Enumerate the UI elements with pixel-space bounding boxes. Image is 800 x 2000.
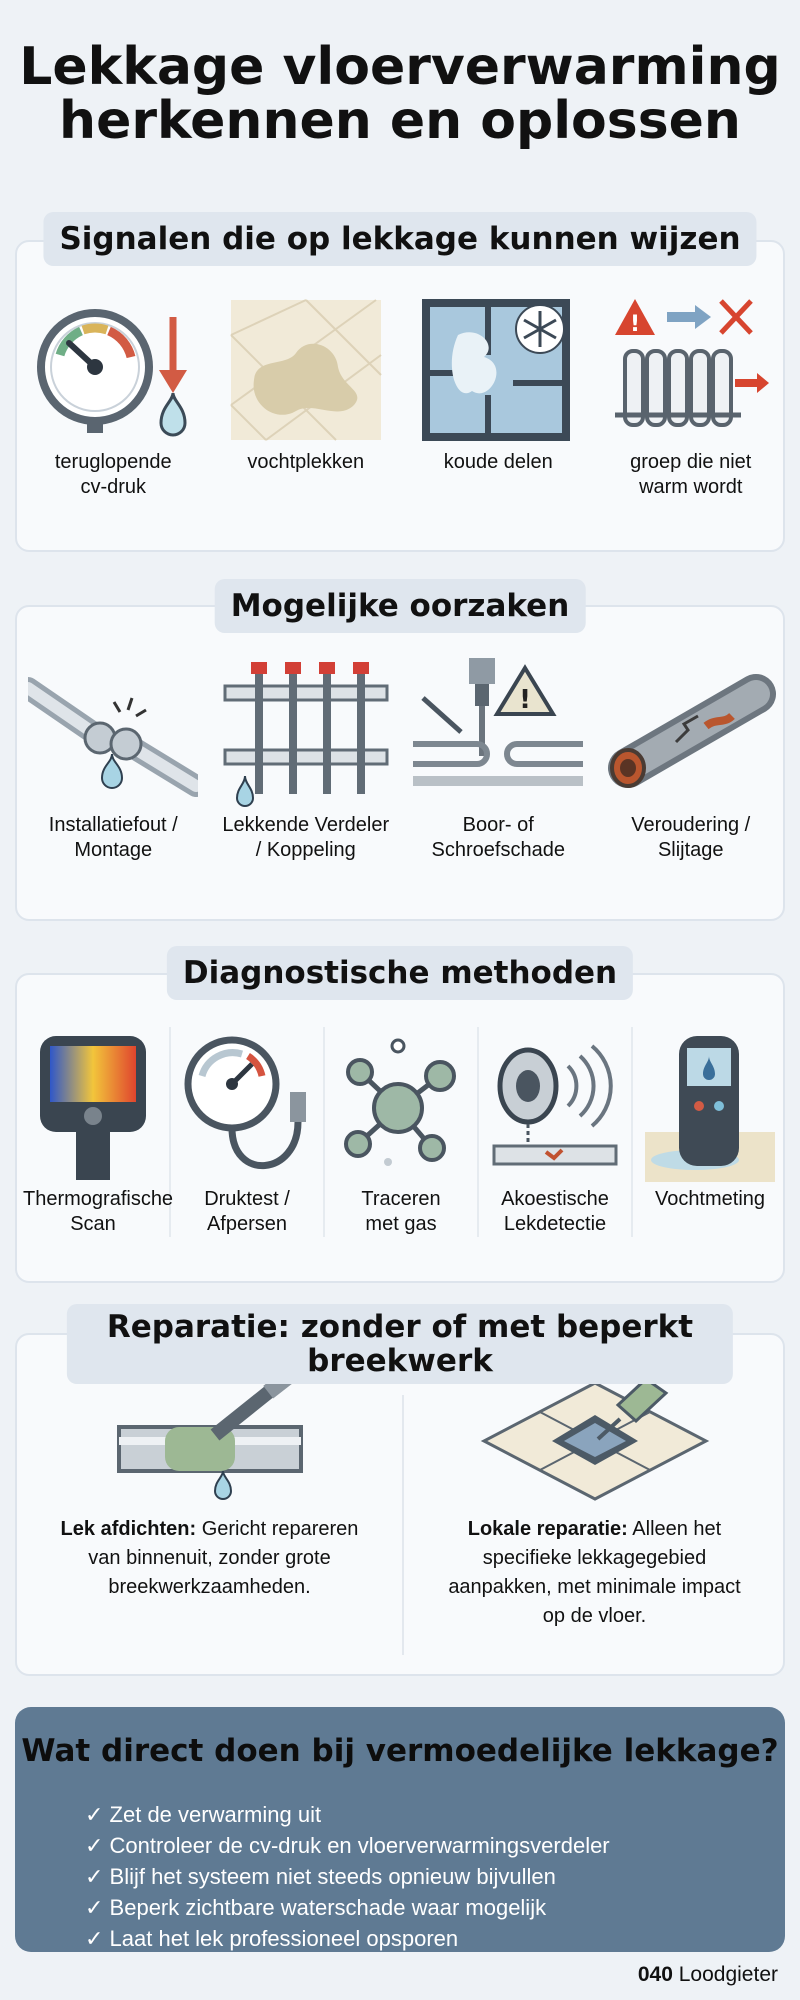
diagnostic-label: Akoestische Lekdetectie bbox=[501, 1188, 609, 1235]
pressure-test-icon bbox=[171, 1027, 323, 1187]
repair-heading-line1: Reparatie: zonder of met beperkt bbox=[106, 1309, 694, 1345]
repair-right bbox=[417, 1375, 772, 1631]
repair-right-title: Lokale reparatie: bbox=[467, 1518, 628, 1540]
causes-panel bbox=[15, 605, 785, 921]
cause-item bbox=[17, 653, 210, 863]
thermal-camera-icon bbox=[17, 1027, 169, 1187]
signal-item bbox=[17, 290, 210, 500]
action-item: ✓ Controleer de cv-druk en vloerverwarmingsverdeler bbox=[85, 1833, 610, 1858]
diagnostics-grid bbox=[17, 1027, 787, 1237]
acoustic-sensor-icon bbox=[479, 1027, 631, 1187]
local-tile-repair-icon bbox=[417, 1375, 772, 1505]
diagnostic-item bbox=[633, 1027, 787, 1237]
moisture-meter-icon bbox=[633, 1027, 787, 1187]
manifold-leak-icon bbox=[210, 653, 403, 813]
repair-heading-line2: breekwerk bbox=[307, 1343, 493, 1379]
repair-right-text bbox=[417, 1515, 772, 1631]
cause-item bbox=[402, 653, 595, 863]
repair-left-title: Lek afdichten: bbox=[60, 1518, 197, 1540]
causes-grid bbox=[17, 653, 787, 863]
action-item: ✓ Blijf het systeem niet steeds opnieuw bijvullen bbox=[85, 1864, 556, 1889]
action-item: ✓ Beperk zichtbare waterschade waar mogelijk bbox=[85, 1895, 547, 1920]
signal-label: groep die niet warm wordt bbox=[630, 451, 752, 498]
cold-floorplan-icon bbox=[402, 290, 595, 450]
diagnostic-item bbox=[171, 1027, 325, 1237]
action-item: ✓ Laat het lek professioneel opsporen bbox=[85, 1926, 459, 1951]
repair-right-description: Alleen het specifieke lekkagegebied aanpakken, met minimale impact op de vloer. bbox=[448, 1518, 741, 1627]
leaking-joint-icon bbox=[17, 653, 210, 813]
cause-label: Installatiefout / Montage bbox=[48, 814, 178, 861]
signals-grid bbox=[17, 290, 787, 500]
signal-item bbox=[595, 290, 788, 500]
diagnostic-item bbox=[17, 1027, 174, 1237]
repair-left-description: Gericht repareren van binnenuit, zonder grote breekwerkzaamheden. bbox=[88, 1518, 359, 1598]
cold-radiator-icon bbox=[595, 290, 788, 450]
section-title-signals: Signalen die op lekkage kunnen wijzen bbox=[43, 212, 756, 266]
svg-text:!: ! bbox=[629, 312, 640, 337]
gas-molecule-icon bbox=[325, 1027, 477, 1187]
signal-label: koude delen bbox=[443, 451, 553, 473]
diagnostics-panel bbox=[15, 973, 785, 1283]
cause-item bbox=[595, 653, 788, 863]
footer-brand bbox=[638, 1963, 778, 1987]
section-title-repair bbox=[67, 1304, 733, 1384]
footer-brand-text: Loodgieter bbox=[678, 1963, 778, 1986]
page-title-line1: Lekkage vloerverwarming bbox=[19, 37, 781, 97]
diagnostic-item bbox=[479, 1027, 633, 1237]
diagnostic-label: Traceren met gas bbox=[361, 1188, 441, 1235]
repair-panel bbox=[15, 1333, 785, 1676]
pressure-gauge-drop-icon bbox=[17, 290, 210, 450]
repair-left bbox=[32, 1375, 387, 1602]
diagnostic-label: Druktest / Afpersen bbox=[204, 1188, 290, 1235]
action-box bbox=[15, 1707, 785, 1952]
page-title-line2: herkennen en oplossen bbox=[59, 91, 741, 151]
svg-text:!: ! bbox=[519, 685, 532, 715]
drill-damage-icon bbox=[402, 653, 595, 813]
signal-label: vochtplekken bbox=[247, 451, 365, 473]
cause-item bbox=[210, 653, 403, 863]
cause-label: Veroudering / Slijtage bbox=[631, 814, 751, 861]
repair-divider bbox=[402, 1395, 404, 1655]
signal-item bbox=[402, 290, 595, 500]
diagnostic-label: Thermografische Scan bbox=[23, 1188, 174, 1235]
action-title: Wat direct doen bij vermoedelijke lekkage? bbox=[21, 1733, 779, 1769]
diagnostic-item bbox=[325, 1027, 479, 1237]
signal-label: teruglopende cv-druk bbox=[54, 451, 172, 498]
action-list bbox=[85, 1799, 610, 1954]
action-item: ✓ Zet de verwarming uit bbox=[85, 1802, 322, 1827]
pipe-sealing-icon bbox=[32, 1375, 387, 1505]
cause-label: Boor- of Schroefschade bbox=[431, 814, 565, 861]
diagnostic-label: Vochtmeting bbox=[654, 1188, 766, 1210]
section-title-causes: Mogelijke oorzaken bbox=[215, 579, 586, 633]
cause-label: Lekkende Verdeler / Koppeling bbox=[222, 814, 390, 861]
damp-stain-icon bbox=[210, 290, 403, 450]
footer-brand-number: 040 bbox=[637, 1963, 673, 1986]
page-title bbox=[0, 37, 800, 151]
signals-panel bbox=[15, 240, 785, 552]
worn-pipe-icon bbox=[595, 653, 788, 813]
section-title-diagnostics: Diagnostische methoden bbox=[167, 946, 633, 1000]
repair-left-text bbox=[32, 1515, 387, 1602]
signal-item bbox=[210, 290, 403, 500]
